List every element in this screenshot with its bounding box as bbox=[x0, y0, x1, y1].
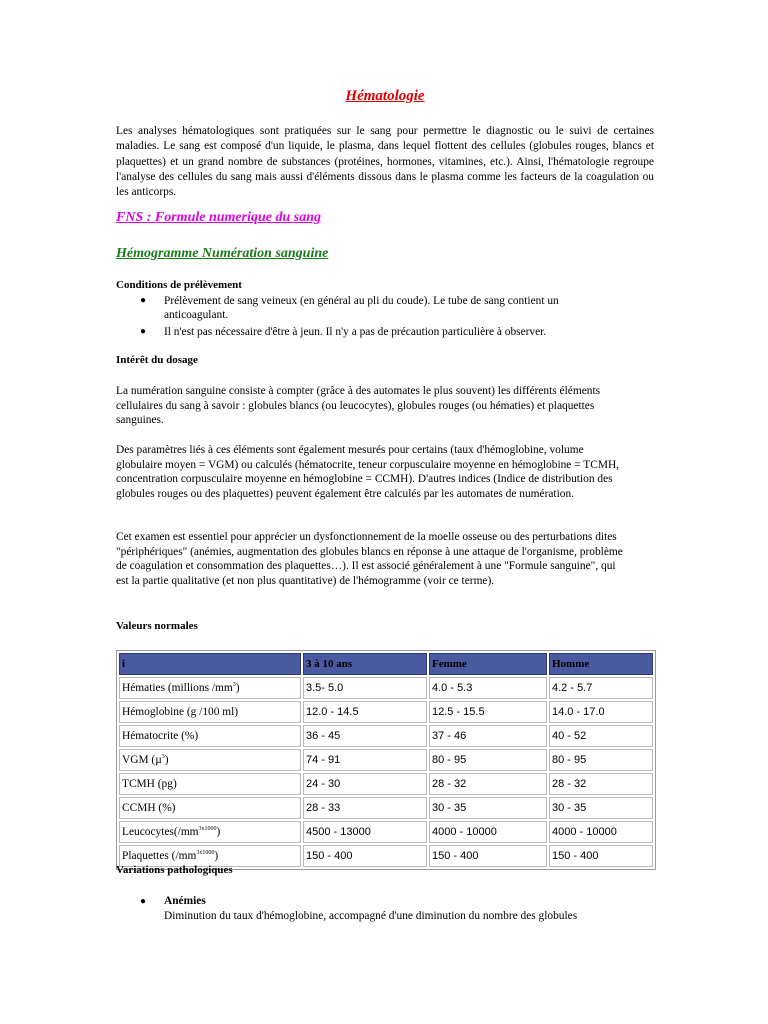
cell-femme: 4000 - 10000 bbox=[429, 821, 547, 843]
list-item bbox=[116, 325, 654, 339]
fns-heading: FNS : Formule numerique du sang bbox=[116, 210, 321, 225]
cell-homme: 28 - 32 bbox=[549, 773, 653, 795]
row-label: Hématocrite (%) bbox=[119, 725, 301, 747]
cell-3-10: 3.5- 5.0 bbox=[303, 677, 427, 699]
column-header: i bbox=[119, 653, 301, 675]
cell-homme: 14.0 - 17.0 bbox=[549, 701, 653, 723]
variations-heading: Variations pathologiques bbox=[116, 864, 233, 876]
table-header-row bbox=[119, 653, 653, 675]
page-title: Hématologie bbox=[345, 88, 425, 104]
interet-heading: Intérêt du dosage bbox=[116, 354, 198, 366]
row-label: Hématies (millions $/mm^3$) bbox=[119, 677, 301, 699]
conditions-heading: Conditions de prélèvement bbox=[116, 279, 242, 291]
cell-homme: 4000 - 10000 bbox=[549, 821, 653, 843]
cell-3-10: 74 - 91 bbox=[303, 749, 427, 771]
cell-3-10: 12.0 - 14.5 bbox=[303, 701, 427, 723]
row-label: CCMH (%) bbox=[119, 797, 301, 819]
hemogramme-heading: Hémogramme Numération sanguine bbox=[116, 246, 329, 261]
cell-femme: 30 - 35 bbox=[429, 797, 547, 819]
cell-3-10: 150 - 400 bbox=[303, 845, 427, 867]
table-row bbox=[119, 725, 653, 747]
row-label: Plaquettes $(/mm^{3x1000})$ bbox=[119, 845, 301, 867]
table-row bbox=[119, 821, 653, 843]
interet-paragraph-3: Cet examen est essentiel pour apprécier un dysfonctionnement de la moelle osseuse ou des perturbations dites "périphériques" (anémies, augmentation des globules blancs en réponse à une attaque de l'organisme, problème de coagulation et consommation des plaquettes…). Il est associé généralement à une "Formule sanguine", qui est la partie qualitative (et non plus quantitative) de l'hémogramme (voir ce terme). bbox=[116, 531, 623, 587]
cell-homme: 30 - 35 bbox=[549, 797, 653, 819]
table-row bbox=[119, 797, 653, 819]
table-row bbox=[119, 677, 653, 699]
cell-3-10: 36 - 45 bbox=[303, 725, 427, 747]
cell-homme: 4.2 - 5.7 bbox=[549, 677, 653, 699]
column-header: 3 à 10 ans bbox=[303, 653, 427, 675]
variation-name: Anémies bbox=[164, 895, 206, 907]
bullet-icon: ● bbox=[140, 896, 147, 907]
row-label: VGM (µ$^3$) bbox=[119, 749, 301, 771]
cell-femme: 12.5 - 15.5 bbox=[429, 701, 547, 723]
cell-femme: 150 - 400 bbox=[429, 845, 547, 867]
cell-femme: 4.0 - 5.3 bbox=[429, 677, 547, 699]
intro-paragraph: Les analyses hématologiques sont pratiquées sur le sang pour permettre le diagnostic ou le suivi de certaines maladies. Le sang est composé d'un liquide, le plasma, dans lequel flottent des cellules (globules rouges, blancs et plaquettes) et un grand nombre de substances (protéines, hormones, vitamines, etc.). Ainsi, l'hématologie regroupe l'analyse des cellules du sang mais aussi d'éléments dissous dans le plasma comme les facteurs de la coagulation ou les anticorps. bbox=[116, 125, 654, 199]
cell-homme: 40 - 52 bbox=[549, 725, 653, 747]
variation-description: Diminution du taux d'hémoglobine, accompagné d'une diminution du nombre des globules bbox=[164, 910, 578, 922]
cell-femme: 37 - 46 bbox=[429, 725, 547, 747]
row-label: TCMH (pg) bbox=[119, 773, 301, 795]
column-header: Homme bbox=[549, 653, 653, 675]
normal-values-table bbox=[116, 650, 656, 870]
interet-paragraph-2: Des paramètres liés à ces éléments sont également mesurés pour certains (taux d'hémoglobine, volume globulaire moyen = VGM) ou calculés (hématocrite, teneur corpusculaire moyenne en hémoglobine = TCMH, concentration corpusculaire moyenne en hémoglobine = CCMH). D'autres indices (Indice de distribution des globules rouges ou des plaquettes) peuvent également être calculés par les automates de numération. bbox=[116, 444, 620, 500]
bullet-icon: ● bbox=[140, 295, 147, 306]
cell-femme: 28 - 32 bbox=[429, 773, 547, 795]
row-label: Hémoglobine (g /100 ml) bbox=[119, 701, 301, 723]
cell-3-10: 24 - 30 bbox=[303, 773, 427, 795]
list-item bbox=[116, 294, 654, 322]
row-label: $Leucocytes(/mm^{3x1000})$ bbox=[119, 821, 301, 843]
valeurs-heading: Valeurs normales bbox=[116, 620, 198, 632]
cell-homme: 150 - 400 bbox=[549, 845, 653, 867]
list-item-text: Prélèvement de sang veineux (en général au pli du coude). Le tube de sang contient un anticoagulant. bbox=[164, 295, 559, 321]
cell-homme: 80 - 95 bbox=[549, 749, 653, 771]
table-row bbox=[119, 749, 653, 771]
bullet-icon: ● bbox=[140, 326, 147, 337]
interet-paragraph-1: La numération sanguine consiste à compter (grâce à des automates le plus souvent) les différents éléments cellulaires du sang à savoir : globules blancs (ou leucocytes), globules rouges (ou hématies) et plaquettes sanguines. bbox=[116, 385, 601, 427]
table-row bbox=[119, 701, 653, 723]
cell-3-10: 28 - 33 bbox=[303, 797, 427, 819]
column-header: Femme bbox=[429, 653, 547, 675]
table-row bbox=[119, 773, 653, 795]
cell-femme: 80 - 95 bbox=[429, 749, 547, 771]
list-item-text: Il n'est pas nécessaire d'être à jeun. Il n'y a pas de précaution particulière à observer. bbox=[164, 326, 547, 338]
cell-3-10: 4500 - 13000 bbox=[303, 821, 427, 843]
conditions-list bbox=[116, 294, 654, 342]
